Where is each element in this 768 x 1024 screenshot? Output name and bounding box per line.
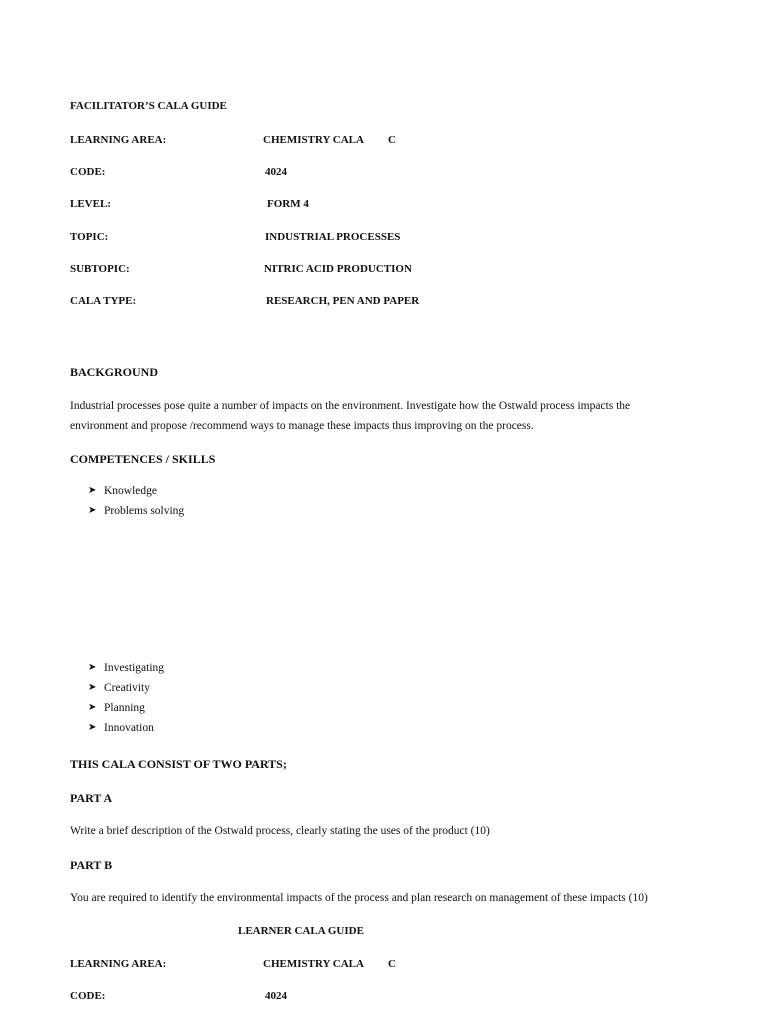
cala-type-value: RESEARCH, PEN AND PAPER [266,295,420,307]
list-item [88,702,145,714]
background-line-2: environment and propose /recommend ways to manage these impacts thus improving on the process. [70,420,534,432]
learner-learning-area-label: LEARNING AREA: [70,958,167,970]
list-item [88,505,184,517]
arrow-bullet-icon: ➤ [88,702,97,713]
arrow-bullet-icon: ➤ [88,662,97,673]
arrow-bullet-icon: ➤ [88,485,97,496]
list-item [88,662,164,674]
level-label: LEVEL: [70,198,111,210]
list-item [88,722,154,734]
learner-guide-title: LEARNER CALA GUIDE [238,925,364,937]
learning-area-extra: C [388,134,396,146]
part-b-heading: PART B [70,858,113,872]
list-item-text: Problems solving [104,505,185,517]
background-line-1: Industrial processes pose quite a number of impacts on the environment. Investigate how the Ostwald process impacts the [70,400,631,412]
cala-type-label: CALA TYPE: [70,295,137,307]
arrow-bullet-icon: ➤ [88,682,97,693]
facilitator-guide-title: FACILITATOR’S CALA GUIDE [70,100,227,112]
arrow-bullet-icon: ➤ [88,505,97,516]
learner-code-value: 4024 [265,990,287,1002]
learner-learning-area-extra: C [388,958,396,970]
topic-value: INDUSTRIAL PROCESSES [265,231,401,243]
code-value: 4024 [265,166,287,178]
list-item-text: Planning [104,702,145,714]
learner-code-label: CODE: [70,990,106,1002]
part-a-text: Write a brief description of the Ostwald process, clearly stating the uses of the product (10) [70,825,490,837]
parts-heading: THIS CALA CONSIST OF TWO PARTS; [70,757,287,771]
part-b-text: You are required to identify the environmental impacts of the process and plan research on management of these impacts (10) [70,892,648,904]
arrow-bullet-icon: ➤ [88,722,97,733]
level-value: FORM 4 [267,198,309,210]
list-item-text: Knowledge [104,485,158,497]
list-item [88,485,157,497]
competences-heading: COMPETENCES / SKILLS [70,452,216,466]
list-item [88,682,150,694]
list-item-text: Innovation [104,722,154,734]
learning-area-label: LEARNING AREA: [70,134,167,146]
subtopic-value: NITRIC ACID PRODUCTION [264,263,412,275]
part-a-heading: PART A [70,791,113,805]
learner-learning-area-value: CHEMISTRY CALA [263,958,364,970]
learning-area-value: CHEMISTRY CALA [263,134,364,146]
code-label: CODE: [70,166,106,178]
list-item-text: Creativity [104,682,150,694]
topic-label: TOPIC: [70,231,109,243]
subtopic-label: SUBTOPIC: [70,263,130,275]
background-heading: BACKGROUND [70,365,159,379]
list-item-text: Investigating [104,662,165,674]
